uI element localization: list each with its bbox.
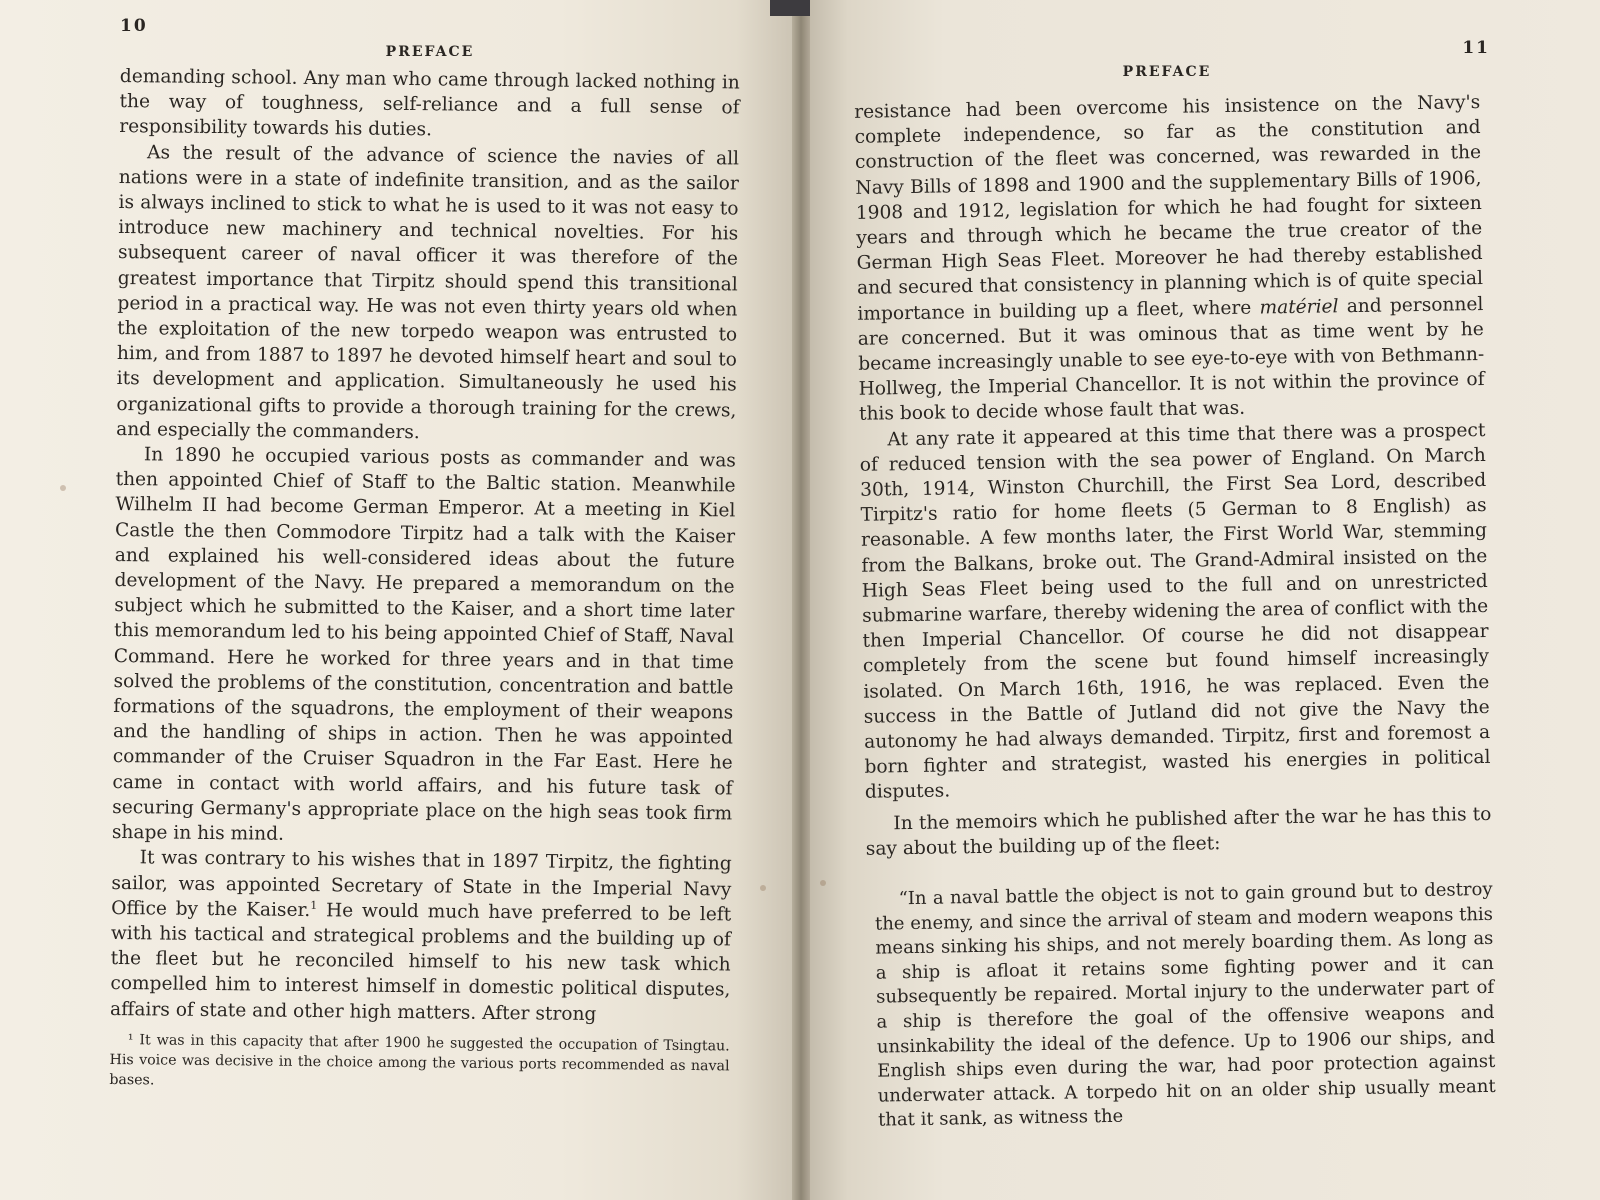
page-number: 10: [120, 16, 148, 36]
left-page-body: [109, 64, 740, 1096]
paragraph: In 1890 he occupied various posts as commander and was then appointed Chief of Staff to the Baltic station. Meanwhile Wilhelm II had become German Emperor. At a meeting in Kiel Castle the then Commodore Tirpitz had a talk with the Kaiser and explained his well-considered ideas about the future development of the Navy. He prepared a memorandum on the subject which he submitted to the Kaiser, and a short time later this memorandum led to his being appointed Chief of Staff, Naval Command. Here he worked for three years and in that time solved the problems of the constitution, concentration and battle formations of the squadrons, the employment of their weapons and the handling of ships in action. Then he was appointed commander of the Cruiser Squadron in the Far East. Here he came in contact with world affairs, and his future task of securing Germany's appropriate place on the high seas took firm shape in his mind.: [111, 444, 736, 845]
book-spine: [770, 0, 810, 16]
footnote: ¹ It was in this capacity that after 1900 he suggested the occupation of Tsingtau. His voice was decisive in the choice among the various ports recommended as naval bases.: [109, 1031, 730, 1089]
footnote-mark: 1: [310, 898, 318, 912]
paragraph: [854, 90, 1485, 427]
paragraph: demanding school. Any man who came through lacked nothing in the way of toughness, self-reliance and a full sense of responsibility towards his duties.: [119, 65, 740, 141]
paragraph-text: He would much have preferred to be left with his tactical and strategical problems and the building up of the fleet but he reconciled himself to his new task which compelled him to interest himself in domestic political disputes, affairs of state and other high matters. After strong: [109, 899, 732, 1025]
paper-stain: [60, 485, 66, 491]
paper-stain: [760, 885, 766, 891]
running-head: PREFACE: [385, 44, 475, 60]
block-quote: “In a naval battle the object is not to gain ground but to destroy the enemy, and since the arrival of steam and modern weapons this means sinking his ships, and not merely boarding them. As long as a ship is afloat it retains some fighting power and it can subsequently be repaired. Mortal injury to the underwater part of a ship is therefore the goal of the offensive weapons and unsinkability the ideal of the defence. Up to 1906 our ships, and English ships even during the war, had poor protection against underwater attack. A torpedo hit on an older ship usually meant that it sank, as witness the: [874, 878, 1496, 1132]
paragraph: In the memoirs which he published after the war he has this to say about the building up of the fleet:: [865, 803, 1492, 860]
right-page-body: [854, 90, 1496, 1134]
paragraph: As the result of the advance of science the navies of all nations were in a state of indefinite transition, and as the sailor is always inclined to stick to what he is used to it was not easy to introduce new machinery and technical novelties. For his subsequent career of naval officer it was therefore of the greatest importance that Tirpitz should spend this transitional period in a practical way. He was not even thirty years old when the exploitation of the new torpedo weapon was entrusted to him, and from 1887 to 1897 he devoted himself heart and soul to its development and application. Simultaneously he used his organizational gifts to provide a thorough training for the crews, and especially the commanders.: [116, 141, 740, 444]
running-head: PREFACE: [1122, 64, 1212, 80]
paragraph: At any rate it appeared at this time that there was a prospect of reduced tension with the sea power of England. On March 30th, 1914, Winston Churchill, the First Sea Lord, described Tirpitz's ratio for home fleets (5 German to 8 English) as reasonable. A few months later, the First World War, stemming from the Balkans, broke out. The Grand-Admiral insisted on the High Seas Fleet being used to the full and on unrestricted submarine warfare, thereby widening the area of conflict with the then Imperial Chancellor. Of course he did not disappear completely from the scene but found himself increasingly isolated. On March 16th, 1916, he was replaced. Even the success in the Battle of Jutland did not give the Navy the autonomy he had always demanded. Tirpitz, first and foremost a born fighter and strategist, wasted his energies in political disputes.: [859, 419, 1491, 804]
page-number: 11: [1462, 38, 1490, 58]
right-page: [800, 0, 1600, 1200]
book-gutter: [792, 0, 810, 1200]
paper-stain: [820, 880, 826, 886]
paragraph-text: resistance had been overcome his insistence on the Navy's complete independence, so far as the constitution and construction of the fleet was concerned, was rewarded in the Navy Bills of 1898 and 1900 and the supplementary Bills of 1906, 1908 and 1912, legislation for which he had fought for sixteen years and through which he became the true creator of the German High Seas Fleet. Moreover he had thereby established and secured that consistency in planning which is of quite special importance in building up a fleet, where: [854, 91, 1484, 325]
paragraph-text: and personnel are concerned. But it was ominous that as time went by he became increasingly unable to see eye-to-eye with von Bethmann-Hollweg, the Imperial Chancellor. It is not within the province of this book to decide whose fault that was.: [857, 293, 1485, 426]
paragraph-text: It was contrary to his wishes that in 1897 Tirpitz, the fighting sailor, was appointed Secretary of State in the Imperial Navy Office by the Kaiser.: [111, 847, 732, 921]
paragraph: [110, 845, 732, 1028]
italic-word: matériel: [1259, 295, 1339, 319]
